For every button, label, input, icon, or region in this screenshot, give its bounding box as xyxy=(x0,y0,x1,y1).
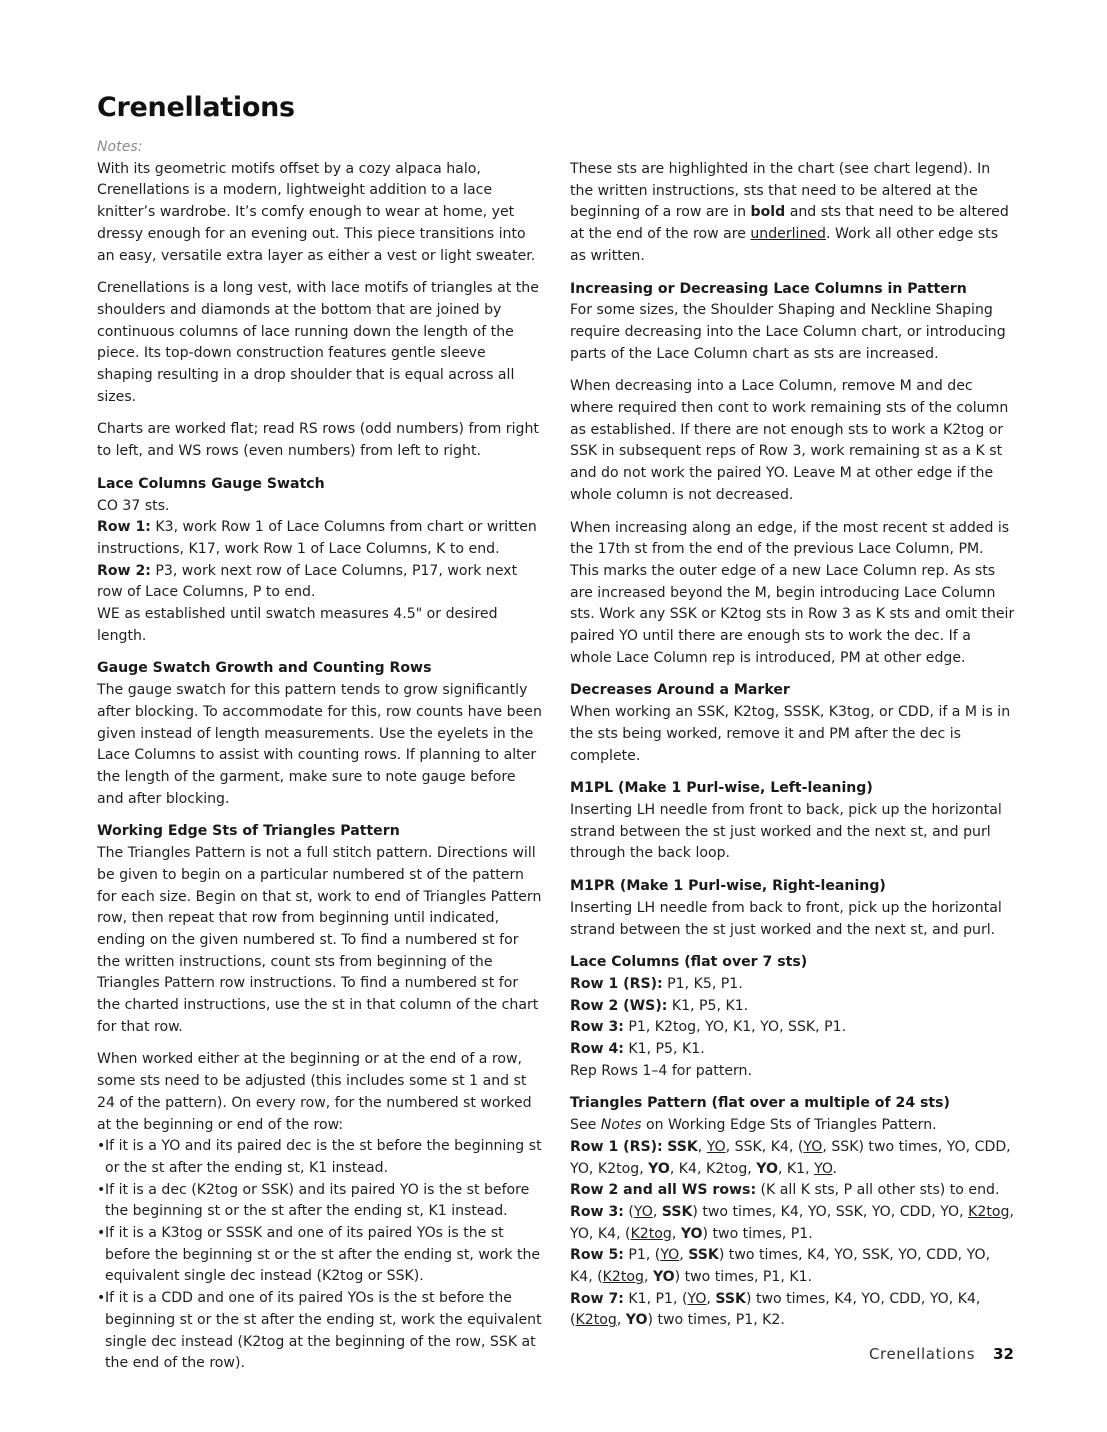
lace-repeat: Rep Rows 1–4 for pattern. xyxy=(570,1062,752,1079)
lace-row-1: Row 1 (RS): P1, K5, P1. xyxy=(570,975,743,992)
edge-sts-text: The Triangles Pattern is not a full stitch pattern. Directions will be given to begin on a particular numbered st of the pattern for each size. Begin on that st, work to end of Triangles Pattern row, then repeat that row from beginning until indicated, ending on the given numbered st. To find a numbered st for the written instructions, count sts from beginning of the Triangles Pattern row instructions. To find a numbered st for the charted instructions, use the st in that column of the chart for that row. xyxy=(97,845,542,1035)
m1pr-text: Inserting LH needle from back to front, pick up the horizontal strand between the st just worked and the next st, and purl. xyxy=(570,899,1002,938)
edge-sts-text-2: When worked either at the beginning or at the end of a row, some sts need to be adjusted (this includes some st 1 and st 24 of the pattern). On every row, for the numbered st worked at the beginning or end of the row: xyxy=(97,1051,532,1133)
page-number: 32 xyxy=(993,1345,1014,1363)
marker-text: When working an SSK, K2tog, SSSK, K3tog, or CDD, if a M is in the sts being worked, remove it and PM after the dec is complete. xyxy=(570,704,1011,764)
footer-title: Crenellations xyxy=(868,1345,976,1363)
triangles-row-1: Row 1 (RS): SSK, YO, SSK, K4, (YO, SSK) two times, YO, CDD, YO, K2tog, YO, K4, K2tog, YO, K1, YO. xyxy=(570,1138,1011,1177)
growth-heading: Gauge Swatch Growth and Counting Rows xyxy=(97,660,432,677)
left-column xyxy=(97,137,542,1375)
gauge-row-1: Row 1: K3, work Row 1 of Lace Columns from chart or written instructions, K17, work Row 1 of Lace Columns, K to end. xyxy=(97,519,537,557)
dec-into-column-text: When decreasing into a Lace Column, remove M and dec where required then cont to work remaining sts of the column as established. If there are not enough sts to work a K2tog or SSK in subsequent reps of Row 3, work remaining st as a K st and do not work the paired YO. Leave M at other edge if the whole column is not decreased. xyxy=(570,378,1009,503)
m1pl-text: Inserting LH needle from front to back, pick up the horizontal strand between the st just worked and the next st, and purl through the back loop. xyxy=(570,801,1002,862)
list-item: • If it is a K3tog or SSSK and one of its paired YOs is the st before the beginning st or the st after the ending st, work the equivalent single dec instead (K2tog or SSK). xyxy=(97,1223,542,1288)
page-title: Crenellations xyxy=(97,92,295,123)
inc-along-edge-text: When increasing along an edge, if the most recent st added is the 17th st from the end of the previous Lace Column, PM. This marks the outer edge of a new Lace Column rep. As sts are increased beyond the M, begin introducing Lace Column sts. Work any SSK or K2tog sts in Row 3 as K sts and omit their paired YO until there are enough sts to work the dec. If a whole Lace Column rep is introduced, PM at other edge. xyxy=(570,519,1015,666)
gauge-cast-on: CO 37 sts. xyxy=(97,497,170,514)
triangles-row-2: Row 2 and all WS rows: (K all K sts, P all other sts) to end. xyxy=(570,1182,1000,1199)
notes-label: Notes: xyxy=(97,139,143,155)
intro-paragraph-2: Crenellations is a long vest, with lace motifs of triangles at the shoulders and diamonds at the bottom that are joined by continuous columns of lace running down the length of the piece. Its top-down construction features gentle sleeve shaping resulting in a drop shoulder that is equal across all sizes. xyxy=(97,280,539,405)
highlight-paragraph: These sts are highlighted in the chart (see chart legend). In the written instructions, sts that need to be altered at the beginning of a row are in bold and sts that need to be altered at the end of the row are underlined. Work all other edge sts as written. xyxy=(570,161,1009,264)
list-item: • If it is a dec (K2tog or SSK) and its paired YO is the st before the beginning st or the st after the ending st, K1 instead. xyxy=(97,1180,542,1223)
inc-dec-heading: Increasing or Decreasing Lace Columns in Pattern xyxy=(570,280,967,297)
lace-columns-heading: Lace Columns (flat over 7 sts) xyxy=(570,954,808,971)
inc-dec-text: For some sizes, the Shoulder Shaping and Neckline Shaping require decreasing into the Lace Column chart, or introducing parts of the Lace Column chart as sts are increased. xyxy=(570,302,1006,362)
triangles-row-3: Row 3: (YO, SSK) two times, K4, YO, SSK, YO, CDD, YO, K2tog, YO, K4, (K2tog, YO) two times, P1. xyxy=(570,1203,1014,1242)
m1pl-heading: M1PL (Make 1 Purl-wise, Left-leaning) xyxy=(570,780,873,797)
list-item: • If it is a YO and its paired dec is the st before the beginning st or the st after the ending st, K1 instead. xyxy=(97,1136,542,1179)
list-item: • If it is a CDD and one of its paired YOs is the st before the beginning st or the st after the ending st, work the equivalent single dec instead (K2tog at the beginning of the row, SSK at the end of the row). xyxy=(97,1288,542,1375)
lace-row-4: Row 4: K1, P5, K1. xyxy=(570,1041,705,1058)
triangles-heading: Triangles Pattern (flat over a multiple of 24 sts) xyxy=(570,1095,950,1112)
marker-heading: Decreases Around a Marker xyxy=(570,682,790,699)
intro-paragraph-1: With its geometric motifs offset by a cozy alpaca halo, Crenellations is a modern, lightweight addition to a lace knitter’s wardrobe. It’s comfy enough to wear at home, yet dressy enough for an evening out. This piece transitions into an easy, versatile extra layer as either a vest or light sweater. xyxy=(97,160,536,264)
triangles-row-5: Row 5: P1, (YO, SSK) two times, K4, YO, SSK, YO, CDD, YO, K4, (K2tog, YO) two times, P1, K1. xyxy=(570,1247,991,1286)
triangles-row-7: Row 7: K1, P1, (YO, SSK) two times, K4, YO, CDD, YO, K4, (K2tog, YO) two times, P1, K2. xyxy=(570,1290,981,1329)
gauge-row-2: Row 2: P3, work next row of Lace Columns, P17, work next row of Lace Columns, P to end. xyxy=(97,562,518,601)
edge-rules-list xyxy=(97,1136,542,1375)
m1pr-heading: M1PR (Make 1 Purl-wise, Right-leaning) xyxy=(570,878,886,895)
gauge-swatch-heading: Lace Columns Gauge Swatch xyxy=(97,475,325,492)
intro-paragraph-3: Charts are worked flat; read RS rows (odd numbers) from right to left, and WS rows (even numbers) from left to right. xyxy=(97,421,539,460)
lace-row-3: Row 3: P1, K2tog, YO, K1, YO, SSK, P1. xyxy=(570,1019,847,1036)
triangles-see-notes: See Notes on Working Edge Sts of Triangles Pattern. xyxy=(570,1117,937,1134)
page-footer xyxy=(869,1345,1014,1363)
right-column xyxy=(570,159,1015,1332)
growth-text: The gauge swatch for this pattern tends to grow significantly after blocking. To accommodate for this, row counts have been given instead of length measurements. Use the eyelets in the Lace Columns to assist with counting rows. If planning to alter the length of the garment, make sure to note gauge before and after blocking. xyxy=(97,682,542,807)
gauge-work-even: WE as established until swatch measures 4.5" or desired length. xyxy=(97,606,498,644)
lace-row-2: Row 2 (WS): K1, P5, K1. xyxy=(570,997,749,1014)
edge-sts-heading: Working Edge Sts of Triangles Pattern xyxy=(97,823,400,840)
